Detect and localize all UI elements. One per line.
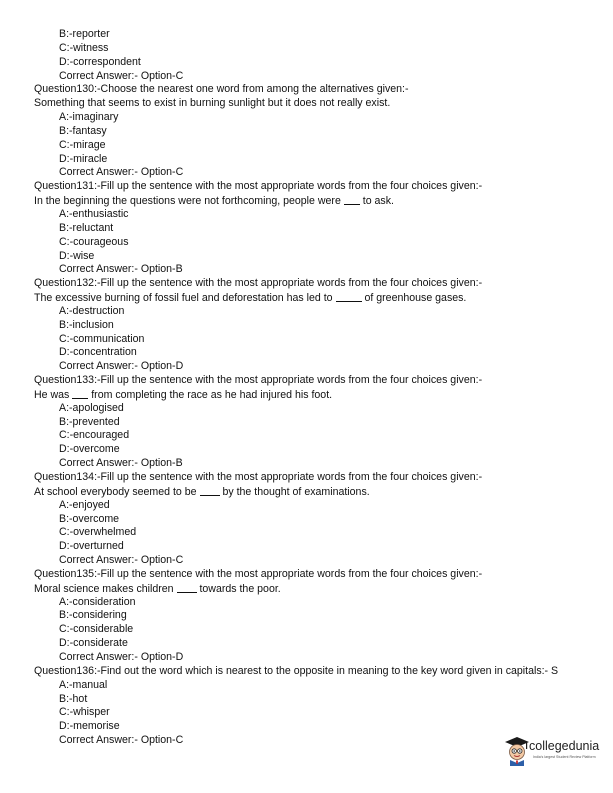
question-stem (34, 388, 609, 402)
question-heading: Question135:-Fill up the sentence with the most appropriate words from the four choices given:- (34, 567, 483, 580)
option: C:-considerable (59, 623, 134, 636)
question-stem (34, 194, 609, 208)
option: D:-memorise (59, 720, 120, 733)
correct-answer: Correct Answer:- Option-B (59, 263, 183, 276)
option: D:-concentration (59, 346, 137, 359)
question-heading: Question132:-Fill up the sentence with the most appropriate words from the four choices given:- (34, 277, 483, 290)
graduate-mascot-icon (503, 735, 531, 767)
stem-part: from completing the race as he had injured his foot. (91, 388, 333, 401)
stem-part: At school everybody seemed to be (34, 485, 197, 498)
answer-blank (200, 485, 220, 496)
correct-answer: Correct Answer:- Option-D (59, 360, 184, 373)
option: C:-witness (59, 41, 109, 54)
correct-answer: Correct Answer:- Option-B (59, 457, 183, 470)
correct-answer: Correct Answer:- Option-C (59, 69, 184, 82)
option: A:-consideration (59, 595, 136, 608)
option: C:-whisper (59, 706, 110, 719)
option: A:-enjoyed (59, 498, 110, 511)
answer-blank (344, 194, 360, 205)
stem-part: In the beginning the questions were not forthcoming, people were (34, 195, 341, 208)
brand-name: collegedunia (529, 739, 600, 753)
correct-answer: Correct Answer:- Option-C (59, 734, 184, 747)
option: A:-imaginary (59, 111, 119, 124)
option: A:-manual (59, 678, 108, 691)
option: C:-mirage (59, 138, 106, 151)
question-block (34, 471, 609, 568)
brand-tagline: India's largest Student Review Platform (533, 755, 596, 759)
option: C:-overwhelmed (59, 526, 137, 539)
question-stem (34, 582, 609, 596)
correct-answer: Correct Answer:- Option-C (59, 554, 184, 567)
option: C:-communication (59, 332, 145, 345)
question-stem: Something that seems to exist in burning sunlight but it does not really exist. (34, 97, 391, 110)
question-stem (34, 291, 609, 305)
answer-blank (72, 388, 88, 399)
stem-part: Moral science makes children (34, 582, 174, 595)
option: D:-wise (59, 249, 95, 262)
question-block (34, 374, 609, 471)
stem-part: to ask. (362, 195, 394, 208)
stem-part: by the thought of examinations. (222, 485, 370, 498)
stem-part: of greenhouse gases. (364, 292, 467, 305)
option: B:-considering (59, 609, 127, 622)
question-block (34, 568, 609, 665)
stem-part: The excessive burning of fossil fuel and deforestation has led to (34, 292, 333, 305)
stem-part: He was (34, 388, 70, 401)
question-stem (34, 485, 609, 499)
option: B:-reluctant (59, 221, 114, 234)
option: B:-prevented (59, 415, 120, 428)
option: D:-overturned (59, 540, 124, 553)
option: B:-inclusion (59, 318, 114, 331)
stem-part: towards the poor. (199, 582, 281, 595)
option: B:-reporter (59, 28, 110, 40)
collegedunia-logo (503, 735, 603, 771)
option: D:-considerate (59, 637, 128, 650)
answer-blank (336, 291, 362, 302)
answer-blank (177, 582, 197, 593)
question-heading: Question131:-Fill up the sentence with the most appropriate words from the four choices given:- (34, 180, 483, 193)
option: D:-miracle (59, 152, 108, 165)
option: B:-overcome (59, 512, 120, 525)
correct-answer: Correct Answer:- Option-D (59, 650, 184, 663)
option: D:-overcome (59, 443, 120, 456)
option: A:-enthusiastic (59, 207, 129, 220)
option: D:-correspondent (59, 55, 141, 68)
document-body (34, 28, 609, 748)
option: A:-apologised (59, 401, 124, 414)
option: A:-destruction (59, 304, 125, 317)
correct-answer: Correct Answer:- Option-C (59, 166, 184, 179)
question-heading: Question133:-Fill up the sentence with the most appropriate words from the four choices given:- (34, 374, 483, 387)
option: C:-encouraged (59, 429, 130, 442)
question-block (34, 180, 609, 277)
option: B:-fantasy (59, 124, 107, 137)
question-heading: Question130:-Choose the nearest one word from among the alternatives given:- (34, 83, 409, 96)
question-block (34, 277, 609, 374)
option: C:-courageous (59, 235, 129, 248)
question-block (34, 83, 609, 180)
question-heading: Question136:-Find out the word which is nearest to the opposite in meaning to the key word given in capitals:- S (34, 664, 559, 677)
option: B:-hot (59, 692, 88, 705)
question-heading: Question134:-Fill up the sentence with the most appropriate words from the four choices given:- (34, 471, 483, 483)
